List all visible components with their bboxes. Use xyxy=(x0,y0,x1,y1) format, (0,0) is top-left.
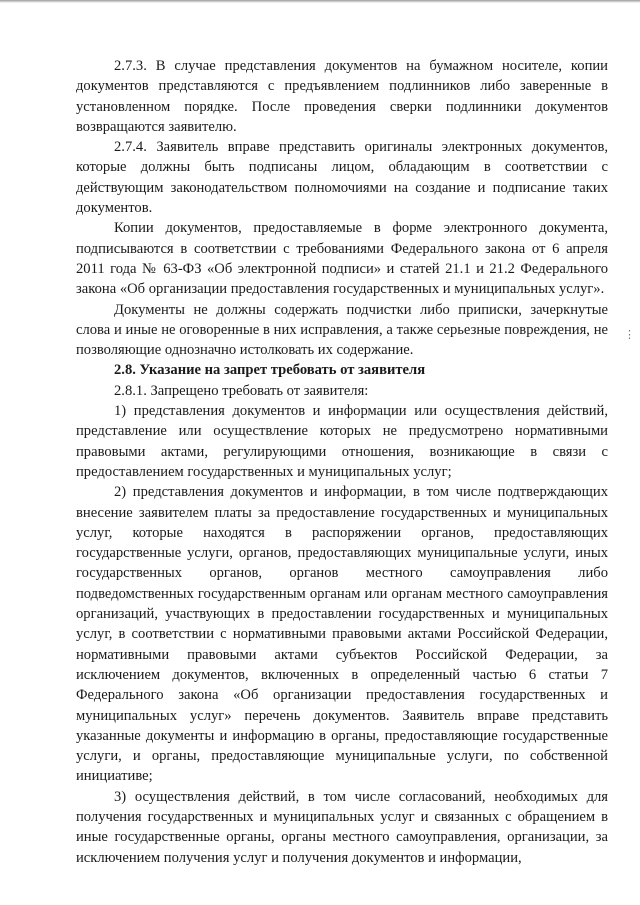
list-item-2: 2) представления документов и информации, в том числе подтверждающих внесение заявителем платы за предоставление государственных и муниципальных услуг, которые находятся в распоряжении органов, предоставляющих государственные услуги, органов, предоставляющих муниципальные услуги, иных государственных органов, органов местного самоуправления либо подведомственных государственным органам или органам местного самоуправления организаций, участвующих в предоставлении государственных и муниципальных услуг, в соответствии с нормативными правовыми актами Российской Федерации, нормативными правовыми актами субъектов Российской Федерации, за исключением документов, включенных в определенный частью 6 статьи 7 Федерального закона «Об организации предоставления государственных и муниципальных услуг» перечень документов. Заявитель вправе представить указанные документы и информацию в органы, предоставляющие государственные услуги, и органы, предоставляющие муниципальные услуги, по собственной инициативе; xyxy=(76,484,608,785)
paragraph-no-erasures: Документы не должны содержать подчистки либо приписки, зачеркнутые слова и иные не оговоренные в них исправления, а также серьезные повреждения, не позволяющие однозначно истолковать их содержание. xyxy=(76,301,608,359)
list-item-3: 3) осуществления действий, в том числе согласований, необходимых для получения государственных и муниципальных услуг и связанных с обращением в иные государственные органы, органы местного самоуправления, организации, за исключением получения услуг и получения документов и информации, xyxy=(76,788,608,866)
margin-scan-mark-icon: ⋮ xyxy=(624,329,635,341)
paragraph-electronic-copies: Копии документов, предоставляемые в форме электронного документа, подписываются в соответствии с требованиями Федерального закона от 6 апреля 2011 года № 63-ФЗ «Об электронной подписи» и статей 21.1 и 21.2 Федерального закона «Об организации предоставления государственных и муниципальных услуг». xyxy=(76,220,608,298)
section-heading-2-8: 2.8. Указание на запрет требовать от заявителя xyxy=(114,362,426,379)
list-item-1: 1) представления документов и информации или осуществления действий, представление или осуществление которых не предусмотрено нормативными правовыми актами, регулирующими отношения, возникающие в связи с предоставлением государственных и муниципальных услуг; xyxy=(76,403,608,480)
paragraph-2-7-3: 2.7.3. В случае представления документов на бумажном носителе, копии документов представляются с предъявлением подлинников либо заверенные в установленном порядке. После проведения сверки подлинники документов возвращаются заявителю. xyxy=(76,58,608,135)
document-page xyxy=(76,56,608,868)
scan-top-edge xyxy=(0,0,640,3)
paragraph-2-7-4: 2.7.4. Заявитель вправе представить оригиналы электронных документов, которые должны быть подписаны лицом, обладающим в соответствии с действующим законодательством полномочиями на создание и подписание таких документов. xyxy=(76,139,608,217)
paragraph-2-8-1: 2.8.1. Запрещено требовать от заявителя: xyxy=(114,382,369,399)
